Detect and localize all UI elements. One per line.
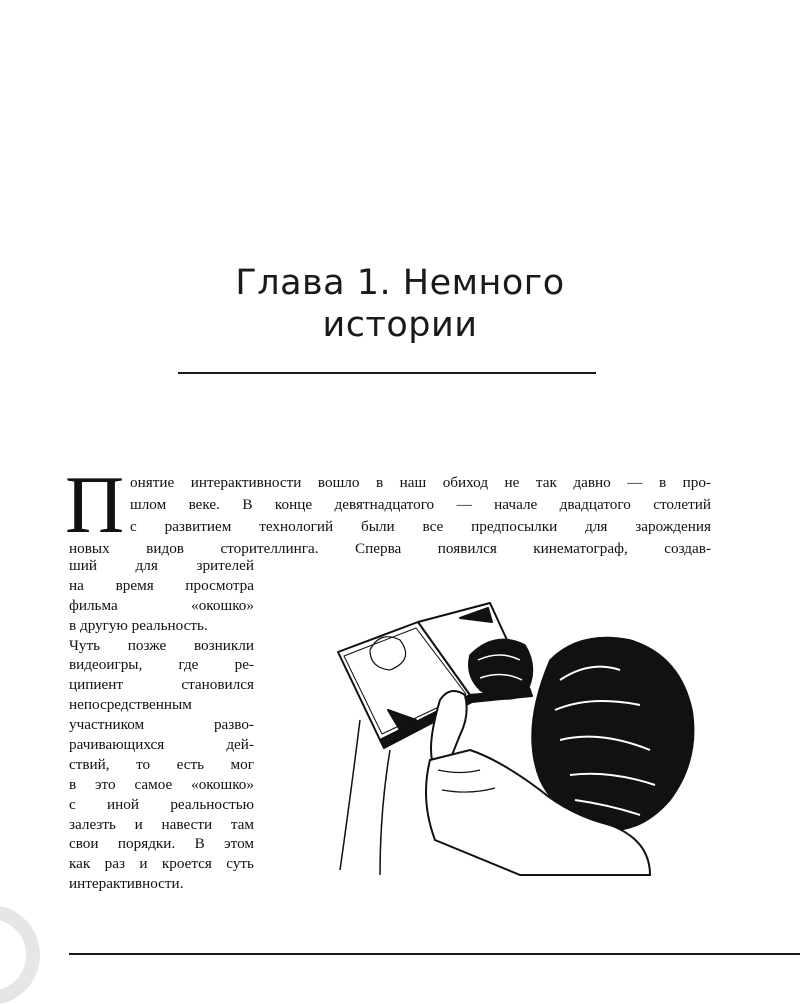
column-line: с иной реальностью xyxy=(69,795,254,813)
column-line: как раз и кроется суть xyxy=(69,855,254,873)
intro-line: с развитием технологий были все предпосылки для зарождения xyxy=(130,518,711,535)
column-line: на время просмотра xyxy=(69,576,254,594)
title-divider xyxy=(178,372,596,374)
intro-line: онятие интерактивности вошло в наш обиход не так давно — в про- xyxy=(130,474,711,491)
side-text-column xyxy=(69,556,254,894)
column-line: интерактивности. xyxy=(69,875,184,893)
column-line: Чуть позже возникли xyxy=(69,636,254,654)
intro-line: шлом веке. В конце девятнадцатого — начале двадцатого столетий xyxy=(130,496,711,513)
column-line: в другую реальность. xyxy=(69,616,208,634)
chapter-title xyxy=(140,262,660,346)
column-line: залезть и навести там xyxy=(69,815,254,833)
page-corner-circle xyxy=(0,905,40,1005)
chapter-title-line-2: истории xyxy=(322,305,478,345)
column-line: участником разво- xyxy=(69,716,254,734)
bottom-divider xyxy=(69,953,800,955)
column-line: рачивающихся дей- xyxy=(69,736,254,754)
column-line: ший для зрителей xyxy=(69,557,254,574)
column-line: в это самое «окошко» xyxy=(69,775,254,793)
column-line: свои порядки. В этом xyxy=(69,835,254,853)
column-line: фильма «окошко» xyxy=(69,596,254,614)
intro-paragraph xyxy=(65,459,711,560)
reading-person-illustration xyxy=(320,600,720,880)
intro-line: новых видов сторителлинга. Сперва появился кинематограф, создав- xyxy=(69,540,711,557)
column-line: видеоигры, где ре- xyxy=(69,656,254,674)
column-line: непосредственным xyxy=(69,696,192,714)
column-line: ципиент становился xyxy=(69,676,254,694)
chapter-title-line-1: Глава 1. Немного xyxy=(235,263,565,303)
drop-cap: П xyxy=(65,459,125,550)
column-line: ствий, то есть мог xyxy=(69,755,254,773)
